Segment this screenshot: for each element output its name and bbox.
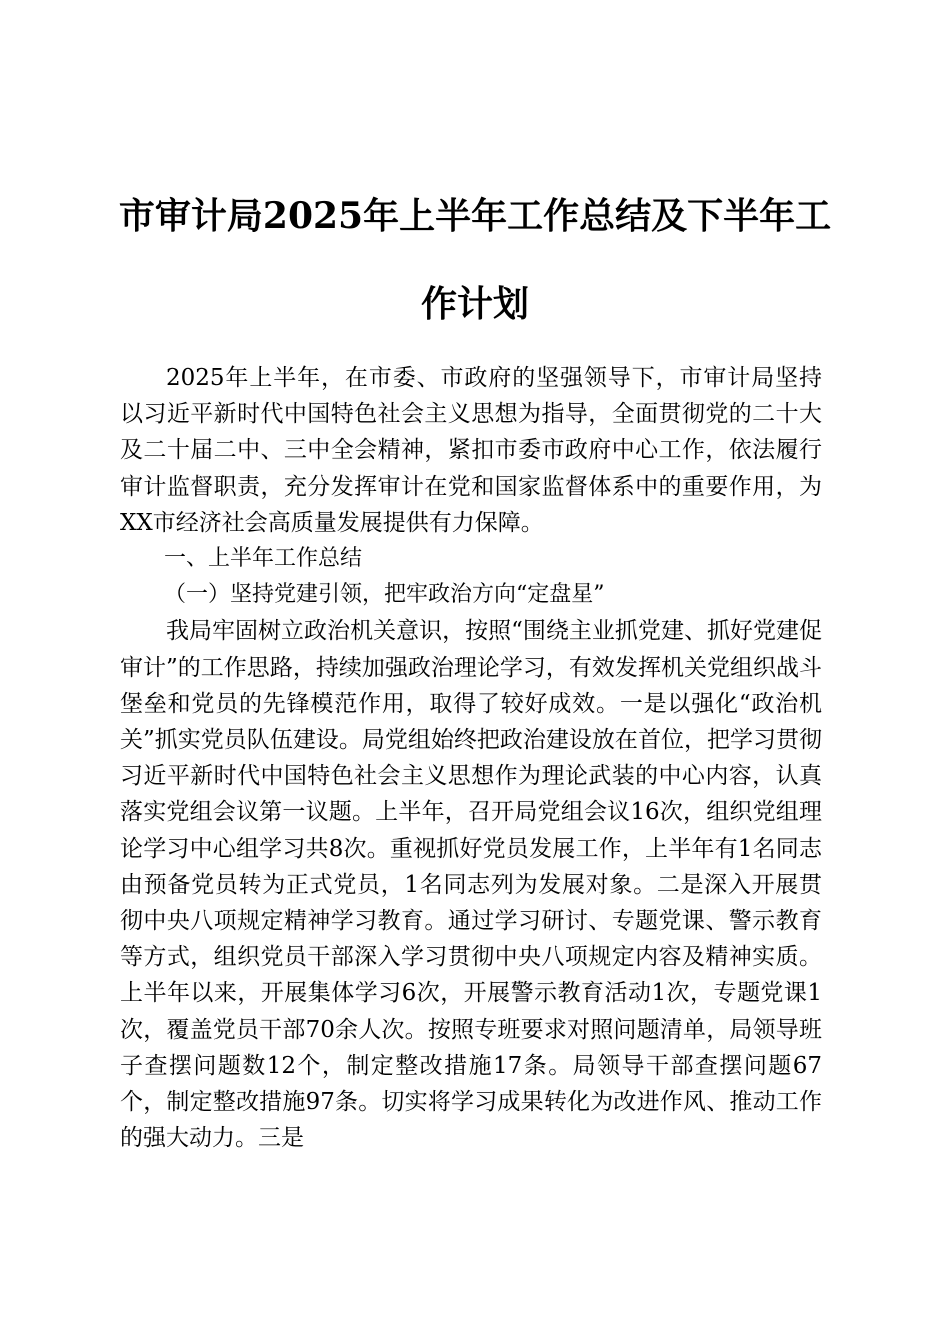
section-heading-summary: 一、上半年工作总结 <box>164 546 363 572</box>
document-title: 市审计局2025年上半年工作总结及下半年工作计划 <box>118 195 832 325</box>
subsection-paragraph-party-building: 我局牢固树立政治机关意识，按照“围绕主业抓党建、抓好党建促审计”的工作思路，持续加强政治理论学习，有效发挥机关党组织战斗堡垒和党员的先锋模范作用，取得了较好成效。一是以强化“政治机关”抓实党员队伍建设。局党组始终把政治建设放在首位，把学习贯彻习近平新时代中国特色社会主义思想作为理论武装的中心内容，认真落实党组会议第一议题。上半年，召开局党组会议16次，组织党组理论学习中心组学习共8次。重视抓好党员发展工作，上半年有1名同志由预备党员转为正式党员，1名同志列为发展对象。二是深入开展贯彻中央八项规定精神学习教育。通过学习研讨、专题党课、警示教育等方式，组织党员干部深入学习贯彻中央八项规定内容及精神实质。上半年以来，开展集体学习6次，开展警示教育活动1次，专题党课1次，覆盖党员干部70余人次。按照专班要求对照问题清单，局领导班子查摆问题数12个，制定整改措施17条。局领导干部查摆问题67个，制定整改措施97条。切实将学习成果转化为改进作风、推动工作的强大动力。三是 <box>120 618 822 1152</box>
subsection-heading-party-building: （一）坚持党建引领，把牢政治方向“定盘星” <box>164 582 605 608</box>
intro-paragraph: 2025年上半年，在市委、市政府的坚强领导下，市审计局坚持以习近平新时代中国特色社会主义思想为指导，全面贯彻党的二十大及二十届二中、三中全会精神，紧扣市委市政府中心工作，依法履行审计监督职责，充分发挥审计在党和国家监督体系中的重要作用，为XX市经济社会高质量发展提供有力保障。 <box>120 365 822 536</box>
document-body <box>120 360 822 1156</box>
